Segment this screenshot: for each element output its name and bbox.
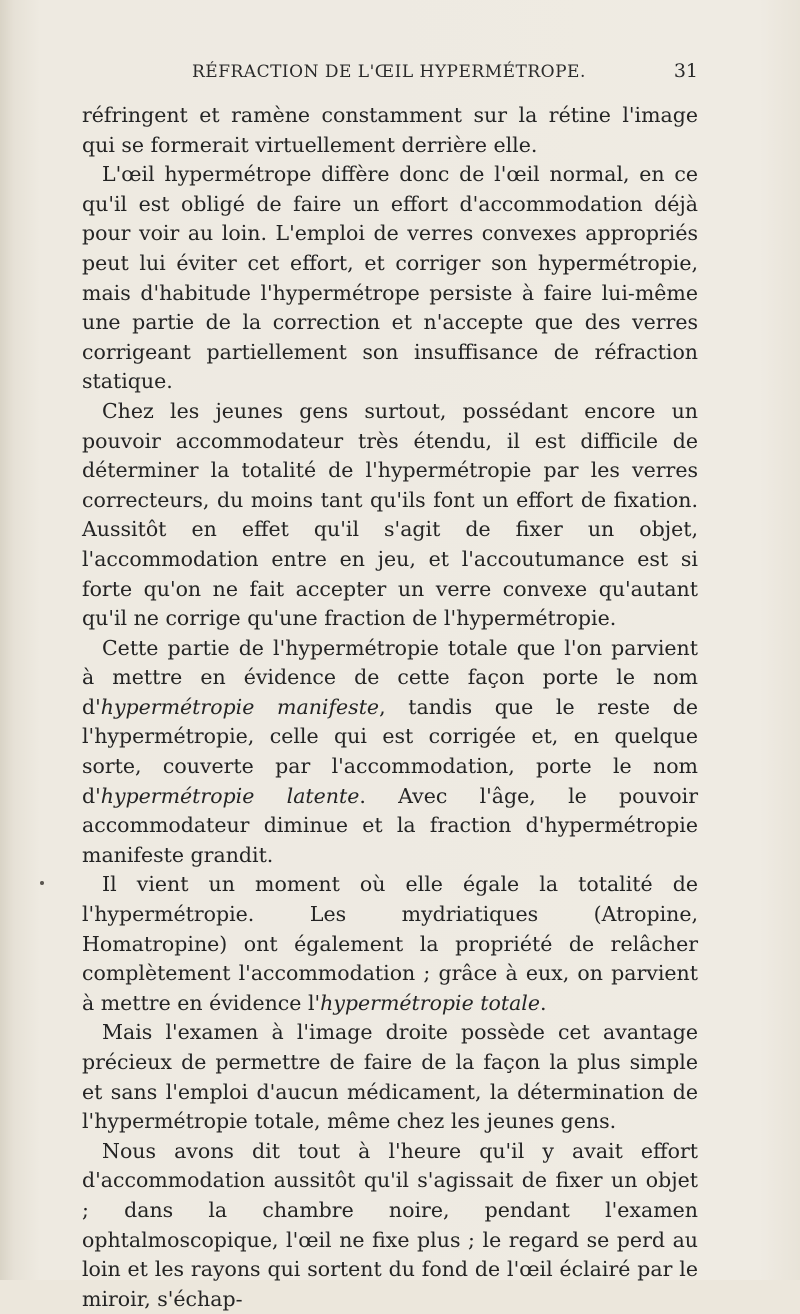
paragraph — [82, 1018, 698, 1136]
paragraph — [82, 160, 698, 397]
running-title: RÉFRACTION DE L'ŒIL HYPERMÉTROPE. — [192, 62, 586, 82]
paragraph — [82, 397, 698, 634]
body-text — [82, 101, 698, 1314]
text-segment: L'œil hypermétrope diffère donc de l'œil normal, en ce qu'il est obligé de faire un effort d'accommodation déjà pour voir au loin. L'emploi de verres convexes appropriés peut lui éviter cet effort, et corriger son hypermétropie, mais d'habitude l'hypermétrope persiste à faire lui-même une partie de la correction et n'accepte que des verres corrigeant partiellement son insuffisance de réfraction statique. — [82, 162, 698, 394]
text-segment: Il vient un moment où elle égale la totalité de l'hypermétropie. Les mydriatiques (Atropine, Homatropine) ont également la propriété de relâcher complètement l'accommodation ; grâce à eux, on parvient à mettre en évidence l' — [82, 872, 698, 1015]
text-segment: Chez les jeunes gens surtout, possédant encore un pouvoir accommodateur très étendu, il est difficile de déterminer la totalité de l'hypermétropie par les verres correcteurs, du moins tant qu'ils font un effort de fixation. Aussitôt en effet qu'il s'agit de fixer un objet, l'accommodation entre en jeu, et l'accoutumance est si forte qu'on ne fait accepter un verre convexe qu'autant qu'il ne corrige qu'une fraction de l'hypermétropie. — [82, 398, 698, 631]
page-header — [82, 58, 698, 88]
italic-term: hypermétropie totale — [320, 990, 540, 1015]
page-number: 31 — [673, 60, 698, 82]
text-segment: , tandis que le reste de l'hypermétropie, celle qui est corrigée et, en quelque sorte, couverte par l'accommodation, porte le nom d' — [82, 694, 698, 808]
paragraph — [82, 101, 698, 160]
text-segment: Nous avons dit tout à l'heure qu'il y avait effort d'accommodation aussitôt qu'il s'agissait de fixer un objet ; dans la chambre noire, pendant l'examen ophtalmoscopique, l'œil ne fixe plus ; le regard se perd au loin et les rayons qui sortent du fond de l'œil éclairé par le miroir, s'échap- — [82, 1138, 698, 1311]
text-segment: réfringent et ramène constamment sur la rétine l'image qui se formerait virtuellement derrière elle. — [82, 103, 698, 157]
text-segment: . — [540, 990, 547, 1015]
italic-term: hypermétropie manifeste — [100, 694, 380, 719]
paragraph — [82, 634, 698, 871]
text-segment: Mais l'examen à l'image droite possède cet avantage précieux de permettre de faire de la façon la plus simple et sans l'emploi d'aucun médicament, la détermination de l'hypermétropie totale, même chez les jeunes gens. — [82, 1020, 698, 1134]
margin-mark — [40, 881, 44, 885]
text-segment: . Avec l'âge, le pouvoir accommodateur diminue et la fraction d'hypermétropie manifeste grandit. — [82, 783, 698, 867]
italic-term: hypermétropie latente — [100, 783, 360, 808]
paragraph — [82, 1137, 698, 1314]
paragraph — [82, 870, 698, 1018]
text-segment: Cette partie de l'hypermétropie totale que l'on parvient à mettre en évidence de cette façon porte le nom d' — [82, 635, 698, 719]
